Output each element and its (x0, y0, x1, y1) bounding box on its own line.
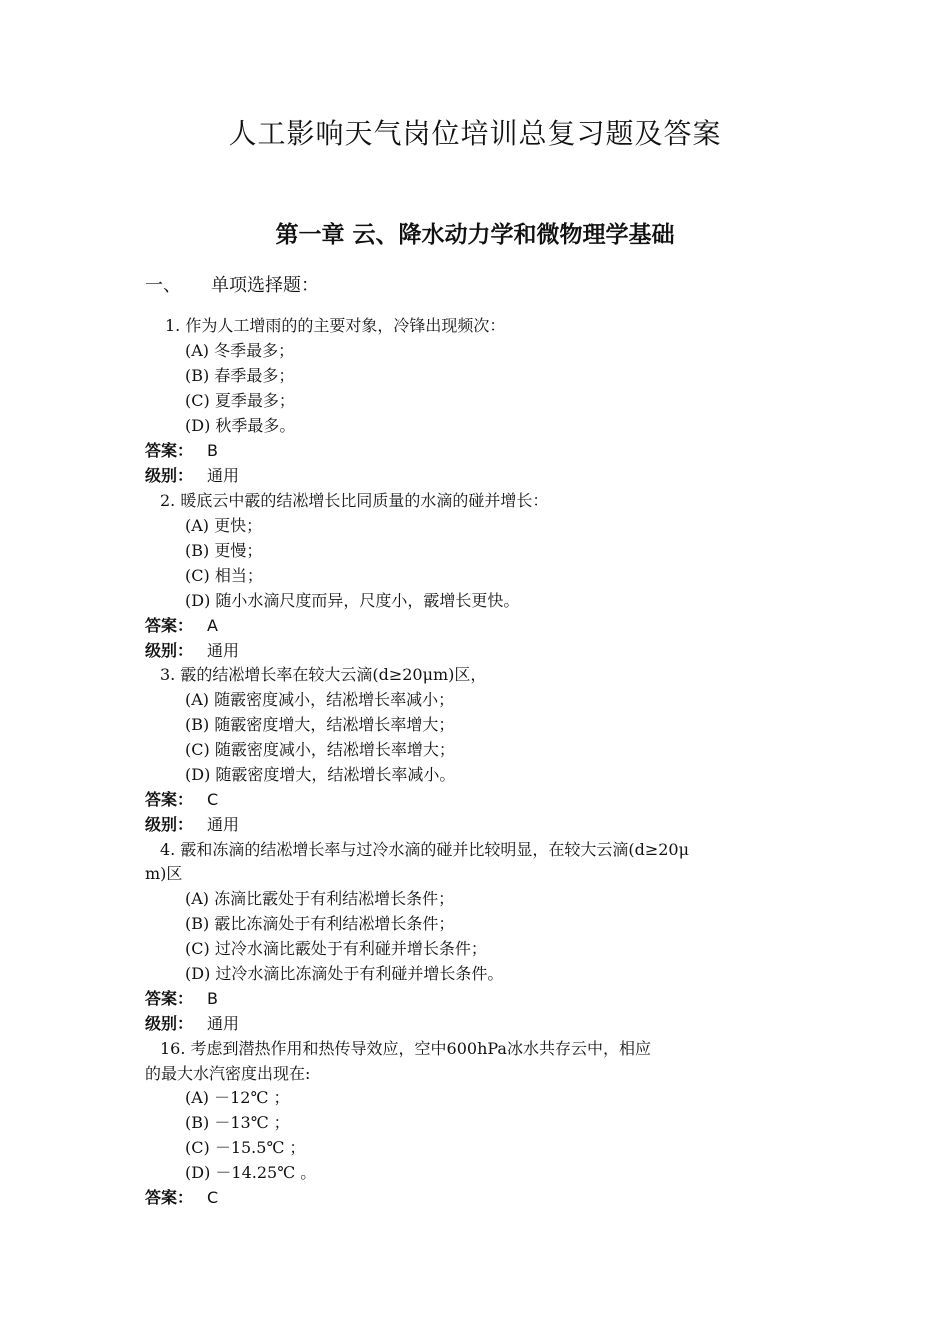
q3-level (145, 815, 239, 835)
q16-option-b: (B) －13℃ ； (185, 1113, 290, 1132)
answer-label: 答案： (145, 989, 194, 1008)
q16-option-a: (A) －12℃ ； (185, 1088, 290, 1107)
question-16: 16. 考虑到潜热作用和热传导效应，空中600hPa冰水共存云中，相应 (160, 1039, 651, 1058)
section-label: 单项选择题： (211, 275, 319, 296)
q1-option-a: (A) 冬季最多； (185, 341, 295, 360)
q2-option-a: (A) 更快； (185, 516, 263, 535)
q4-option-b: (B) 霰比冻滴处于有利结凇增长条件； (185, 914, 455, 933)
q4-answer (145, 989, 218, 1009)
q3-option-c: (C) 随霰密度减小，结凇增长率增大； (185, 740, 455, 759)
q3-answer (145, 790, 218, 810)
answer-label: 答案： (145, 441, 194, 460)
document-title: 人工影响天气岗位培训总复习题及答案 (228, 117, 722, 150)
question-4-continued: m)区 (145, 864, 183, 883)
q1-answer (145, 441, 218, 461)
answer-value: C (207, 1188, 219, 1207)
q4-level (145, 1014, 239, 1034)
level-value: 通用 (207, 815, 240, 834)
section-number: 一、 (145, 275, 181, 296)
level-value: 通用 (207, 641, 240, 660)
question-16-continued: 的最大水汽密度出现在: (145, 1064, 311, 1083)
answer-value: B (207, 989, 218, 1008)
q1-option-c: (C) 夏季最多； (185, 391, 295, 410)
answer-value: B (207, 441, 218, 460)
q2-answer (145, 616, 218, 636)
q1-option-b: (B) 春季最多； (185, 366, 295, 385)
question-3: 3. 霰的结凇增长率在较大云滴(d≥20μm)区， (160, 665, 487, 684)
q2-option-c: (C) 相当； (185, 566, 263, 585)
q4-option-d: (D) 过冷水滴比冻滴处于有利碰并增长条件。 (185, 964, 504, 983)
answer-value: C (207, 790, 219, 809)
answer-value: A (207, 616, 218, 635)
q1-level (145, 466, 239, 486)
level-label: 级别： (145, 1014, 194, 1033)
q2-option-d: (D) 随小水滴尺度而异，尺度小，霰增长更快。 (185, 591, 520, 610)
question-2: 2. 暖底云中霰的结凇增长比同质量的水滴的碰并增长： (160, 491, 549, 510)
q16-answer (145, 1188, 218, 1208)
answer-label: 答案： (145, 1188, 194, 1207)
question-1: 1. 作为人工增雨的的主要对象，冷锋出现频次： (165, 316, 506, 335)
q3-option-b: (B) 随霰密度增大，结凇增长率增大； (185, 715, 455, 734)
answer-label: 答案： (145, 616, 194, 635)
q4-option-a: (A) 冻滴比霰处于有利结凇增长条件； (185, 889, 455, 908)
q2-option-b: (B) 更慢； (185, 541, 263, 560)
q16-option-d: (D) －14.25℃ 。 (185, 1163, 317, 1182)
question-4: 4. 霰和冻滴的结凇增长率与过冷水滴的碰并比较明显，在较大云滴(d≥20μ (160, 840, 690, 859)
section-heading (145, 271, 319, 297)
q3-option-d: (D) 随霰密度增大，结凇增长率减小。 (185, 765, 456, 784)
level-label: 级别： (145, 466, 194, 485)
q1-option-d: (D) 秋季最多。 (185, 416, 296, 435)
q4-option-c: (C) 过冷水滴比霰处于有利碰并增长条件； (185, 939, 487, 958)
chapter-heading: 第一章 云、降水动力学和微物理学基础 (275, 222, 675, 248)
level-label: 级别： (145, 815, 194, 834)
q3-option-a: (A) 随霰密度减小，结凇增长率减小； (185, 690, 455, 709)
level-value: 通用 (207, 1014, 240, 1033)
answer-label: 答案： (145, 790, 194, 809)
level-value: 通用 (207, 466, 240, 485)
q16-option-c: (C) －15.5℃ ； (185, 1138, 306, 1157)
level-label: 级别： (145, 641, 194, 660)
q2-level (145, 641, 239, 661)
